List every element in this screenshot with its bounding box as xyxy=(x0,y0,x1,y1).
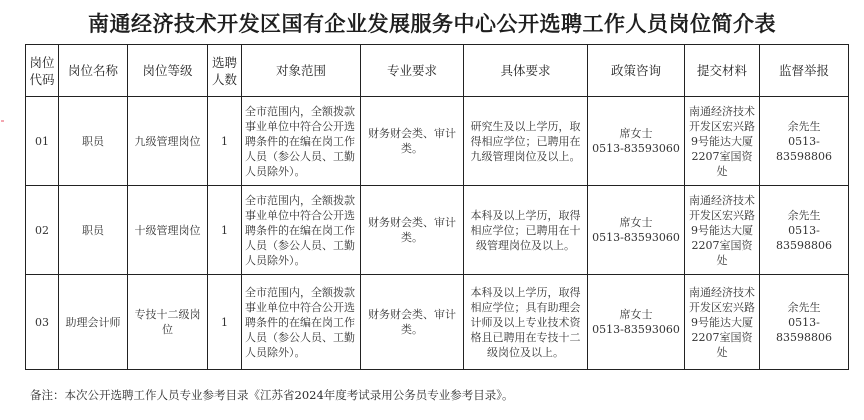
consult-phone: 0513-83593060 xyxy=(592,231,680,244)
cell-submit: 南通经济技术开发区宏兴路9号能达大厦2207室国资处 xyxy=(685,275,760,370)
cell-scope: 全市范围内，全额拨款事业单位中符合公开选聘条件的在编在岗工作人员（参公人员、工勤人员除外）。 xyxy=(242,97,361,186)
consult-phone: 0513-83593060 xyxy=(592,142,680,155)
cell-supervise xyxy=(760,186,849,275)
header-level: 岗位等级 xyxy=(128,45,208,97)
consult-phone: 0513-83593060 xyxy=(592,323,680,336)
header-supervise: 监督举报 xyxy=(760,45,849,97)
footnote: 备注：本次公开选聘工作人员专业参考目录《江苏省2024年度考试录用公务员专业参考目录》。 xyxy=(30,388,514,402)
cell-level: 专技十二级岗位 xyxy=(128,275,208,370)
cell-count: 1 xyxy=(208,97,242,186)
cell-code: 01 xyxy=(26,97,59,186)
cell-requirement: 本科及以上学历，取得相应学位；具有助理会计师及以上专业技术资格且已聘用在专技十二级岗位及以上。 xyxy=(464,275,588,370)
table-row xyxy=(26,186,849,275)
supervise-phone: 0513-83598806 xyxy=(776,134,832,163)
consult-name: 席女士 xyxy=(619,127,653,140)
cell-requirement: 研究生及以上学历，取得相应学位；已聘用在九级管理岗位及以上。 xyxy=(464,97,588,186)
cell-code: 02 xyxy=(26,186,59,275)
cell-level: 十级管理岗位 xyxy=(128,186,208,275)
cell-supervise xyxy=(760,275,849,370)
positions-table xyxy=(25,44,849,370)
cell-level: 九级管理岗位 xyxy=(128,97,208,186)
supervise-name: 余先生 xyxy=(787,208,821,222)
cell-scope: 全市范围内，全额拨款事业单位中符合公开选聘条件的在编在岗工作人员（参公人员、工勤人员除外）。 xyxy=(242,275,361,370)
header-row xyxy=(26,45,849,97)
cell-requirement: 本科及以上学历，取得相应学位；已聘用在十级管理岗位及以上。 xyxy=(464,186,588,275)
header-name: 岗位名称 xyxy=(59,45,128,97)
cell-name: 职员 xyxy=(59,186,128,275)
table-row xyxy=(26,275,849,370)
cell-submit: 南通经济技术开发区宏兴路9号能达大厦2207室国资处 xyxy=(685,186,760,275)
cell-count: 1 xyxy=(208,186,242,275)
page-title: 南通经济技术开发区国有企业发展服务中心公开选聘工作人员岗位简介表 xyxy=(88,11,776,36)
supervise-name: 余先生 xyxy=(787,119,821,133)
header-consult: 政策咨询 xyxy=(588,45,685,97)
header-requirement: 具体要求 xyxy=(464,45,588,97)
cell-name: 职员 xyxy=(59,97,128,186)
cell-major: 财务财会类、审计类。 xyxy=(361,186,464,275)
cell-consult xyxy=(588,97,685,186)
header-code: 岗位代码 xyxy=(26,45,59,97)
cell-consult xyxy=(588,186,685,275)
cell-count: 1 xyxy=(208,275,242,370)
header-major: 专业要求 xyxy=(361,45,464,97)
header-submit: 提交材料 xyxy=(685,45,760,97)
consult-name: 席女士 xyxy=(619,216,653,229)
cell-supervise xyxy=(760,97,849,186)
supervise-name: 余先生 xyxy=(787,300,821,314)
cell-submit: 南通经济技术开发区宏兴路9号能达大厦2207室国资处 xyxy=(685,97,760,186)
table-row xyxy=(26,97,849,186)
supervise-phone: 0513-83598806 xyxy=(776,223,832,252)
stray-mark xyxy=(1,120,4,122)
cell-name: 助理会计师 xyxy=(59,275,128,370)
header-count: 选聘人数 xyxy=(208,45,242,97)
cell-major: 财务财会类、审计类。 xyxy=(361,97,464,186)
cell-consult xyxy=(588,275,685,370)
supervise-phone: 0513-83598806 xyxy=(776,315,832,344)
header-scope: 对象范围 xyxy=(242,45,361,97)
cell-scope: 全市范围内，全额拨款事业单位中符合公开选聘条件的在编在岗工作人员（参公人员、工勤人员除外）。 xyxy=(242,186,361,275)
cell-major: 财务财会类、审计类。 xyxy=(361,275,464,370)
cell-code: 03 xyxy=(26,275,59,370)
consult-name: 席女士 xyxy=(619,308,653,321)
